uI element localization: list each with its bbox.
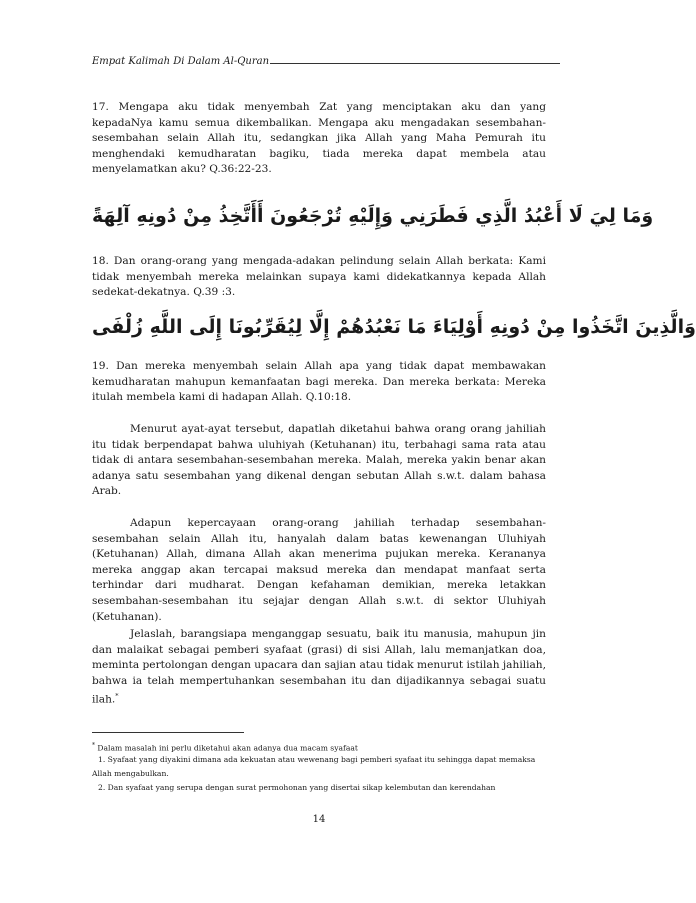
- running-header: [92, 56, 546, 67]
- paragraph-19: 19. Dan mereka menyembah selain Allah apa yang tidak dapat membawakan kemudharatan mahupun kemanfaatan bagi mereka. Dan mereka berkata: Mereka itulah membela kami di hadapan Allah. Q.10:18.: [92, 360, 546, 404]
- running-title: Empat Kalimah Di Dalam Al-Quran: [92, 56, 270, 67]
- footnote-item-1: 1. Syafaat yang diyakini dimana ada kekuatan atau wewenang bagi pemberi syafaat itu sehingga dapat memaksa Allah mengabulkan.: [92, 755, 536, 778]
- paragraph-17: 17. Mengapa aku tidak menyembah Zat yang menciptakan aku dan yang kepadaNya kamu semua dikembalikan. Mengapa aku mengadakan sesembahan-sesembahan selain Allah itu, sedangkan jika Allah yang Maha Pemurah itu menghendaki kemudharatan bagiku, tiada mereka dapat membela atau menyelamatkan aku? Q.36:22-23.: [92, 101, 546, 176]
- footnote-marker: *: [92, 742, 95, 749]
- page-number: 14: [312, 814, 326, 825]
- footnote-item-2: 2. Dan syafaat yang serupa dengan surat permohonan yang disertai sikap kelembutan dan kerendahan: [98, 783, 496, 792]
- paragraph-jelaslah-text: Jelaslah, barangsiapa menganggap sesuatu, baik itu manusia, mahupun jin dan malaikat sebagai pemberi syafaat (grasi) di sisi Allah, lalu memanjatkan doa, meminta pertolongan dengan upacara dan sajian atau tidak menurut istilah jahiliah, bahwa ia telah mempertuhankan sesembahan itu dan dijadikannya sebagai suatu ilah.: [92, 628, 546, 706]
- footnote-reference[interactable]: *: [115, 692, 119, 701]
- footnote-intro-text: Dalam masalah ini perlu diketahui akan adanya dua macam syafaat: [97, 743, 358, 753]
- header-rule: [270, 63, 560, 64]
- paragraph-18: 18. Dan orang-orang yang mengada-adakan pelindung selain Allah berkata: Kami tidak menyembah mereka melainkan supaya kami didekatkannya kepada Allah sedekat-dekatnya. Q.39 :3.: [92, 255, 546, 299]
- arabic-verse-2: ﻭَﺍﻟَّﺬِﻳﻦَ ﺍﺗَّﺨَﺬُﻭﺍ ﻣِﻦْ ﺩُﻭﻧِﻪِ ﺃَﻭْﻟِﻴَﺎﺀَ ﻣَﺎ ﻧَﻌْﺒُﺪُﻫُﻢْ ﺇِﻟَّﺎ ﻟِﻴُﻘَﺮِّﺑُﻮﻧَﺎ ﺇِﻟَﻰ ﺍﻟﻠَّﻪِ ﺯُﻟْﻔَﻰ: [92, 316, 696, 338]
- paragraph-menurut: Menurut ayat-ayat tersebut, dapatlah diketahui bahwa orang orang jahiliah itu tidak berpendapat bahwa uluhiyah (Ketuhanan) itu, terbahagi sama rata atau tidak di antara sesembahan-sesembahan mereka. Malah, mereka yakin benar akan adanya satu sesembahan yang dikenal dengan sebutan Allah s.w.t. dalam bahasa Arab.: [92, 423, 546, 498]
- paragraph-jelaslah: [92, 627, 546, 709]
- paragraph-adapun: Adapun kepercayaan orang-orang jahiliah terhadap sesembahan-sesembahan selain Allah itu, hanyalah dalam batas kewenangan Uluhiyah (Ketuhanan) Allah, dimana Allah akan menerima pujukan mereka. Kerananya mereka anggap akan tercapai maksud mereka dan mendapat manfaat serta terhindar dari mudharat. Dengan kefahaman demikian, mereka letakkan sesembahan-sesembahan itu sejajar dengan Allah s.w.t. di sektor Uluhiyah (Ketuhanan).: [92, 517, 546, 623]
- arabic-verse-1: ﻭَﻣَﺎ ﻟِﻲَ ﻟَﺎ ﺃَﻋْﺒُﺪُ ﺍﻟَّﺬِﻱ ﻓَﻄَﺮَﻧِﻲ ﻭَﺇِﻟَﻴْﻪِ ﺗُﺮْﺟَﻌُﻮﻥَ ﺃَﺃَﺗَّﺨِﺬُ ﻣِﻦْ ﺩُﻭﻧِﻪِ ﺁﻟِﻬَﺔً: [92, 205, 654, 227]
- footnote-divider: [92, 732, 244, 733]
